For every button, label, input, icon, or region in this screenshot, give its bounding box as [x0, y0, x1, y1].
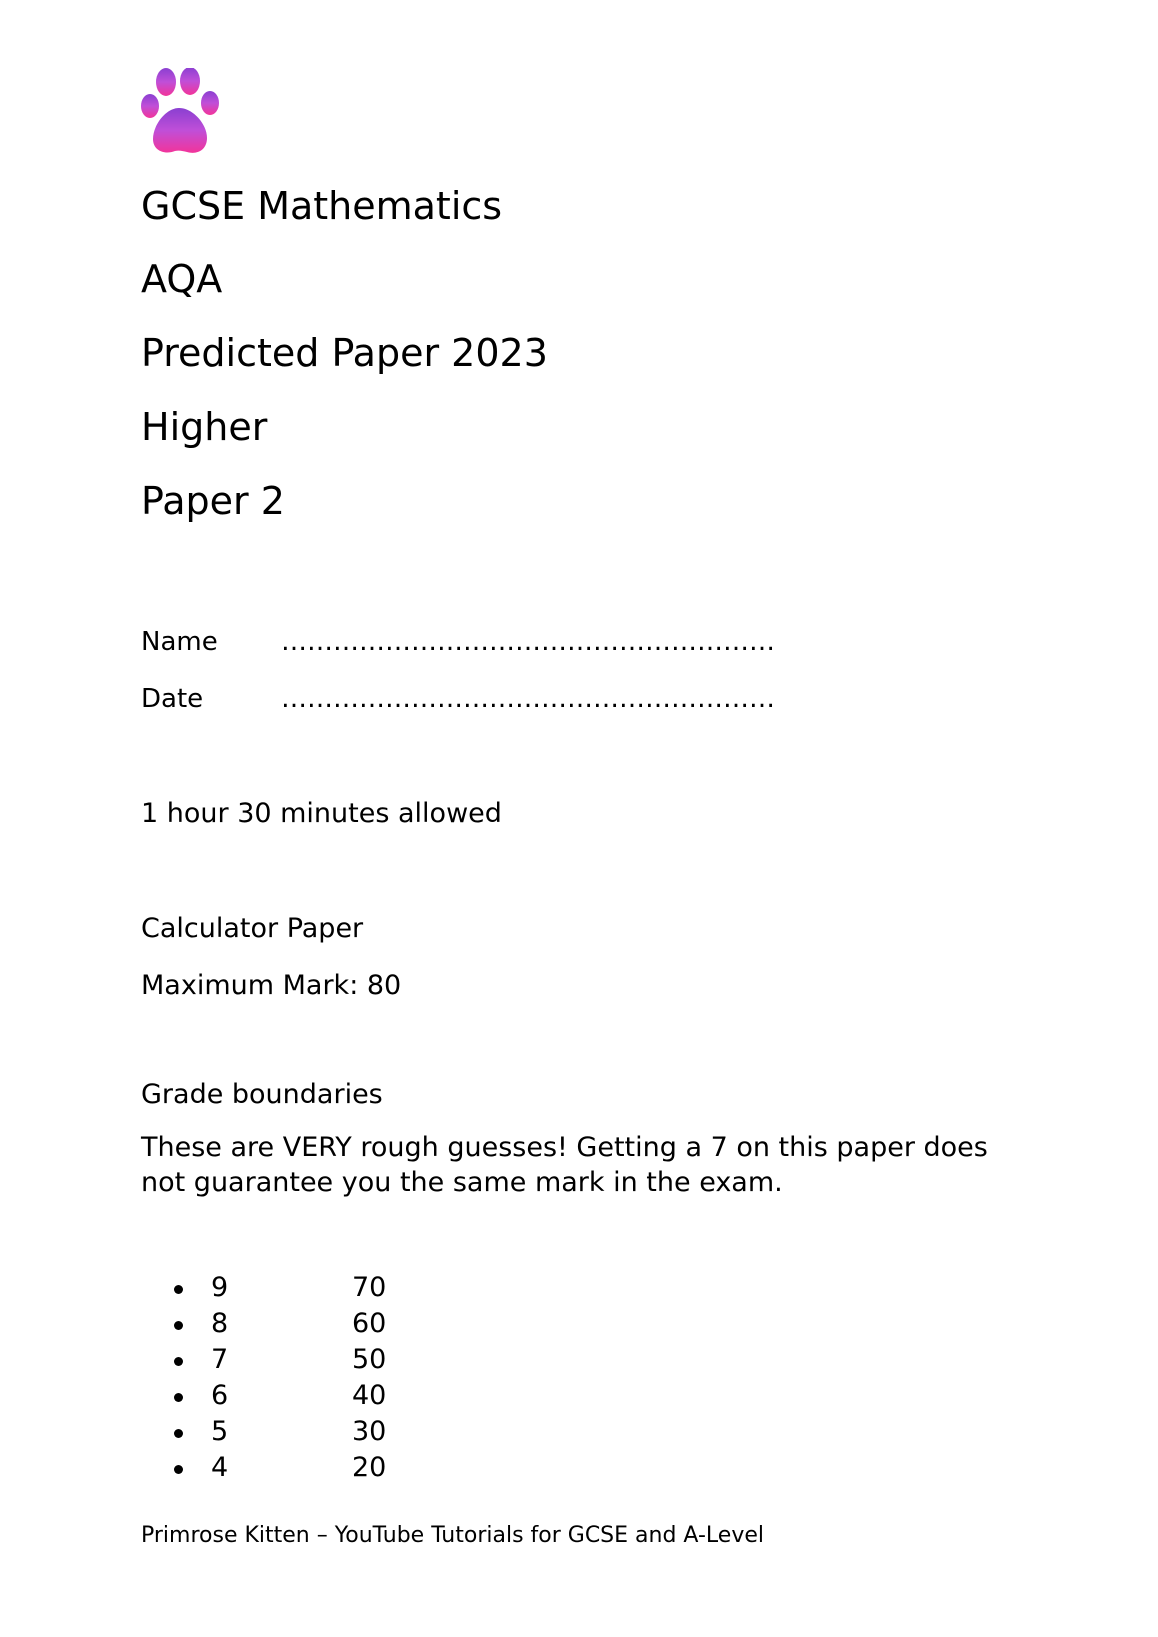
grade-mark: 30	[352, 1416, 387, 1447]
grade-row	[174, 1342, 434, 1378]
grade-value: 6	[211, 1380, 229, 1411]
paper-number: Paper 2	[141, 479, 285, 523]
grade-boundaries-heading: Grade boundaries	[141, 1079, 383, 1110]
date-dotted-line[interactable]: …………………………………………………	[281, 684, 775, 714]
name-label: Name	[141, 627, 218, 657]
grade-row	[174, 1450, 434, 1486]
bullet-icon	[174, 1321, 183, 1330]
page-title: GCSE Mathematics	[141, 184, 503, 228]
date-label: Date	[141, 684, 204, 714]
tier: Higher	[141, 405, 268, 449]
duration-text: 1 hour 30 minutes allowed	[141, 798, 502, 829]
grade-mark: 20	[352, 1452, 387, 1483]
grade-mark: 40	[352, 1380, 387, 1411]
grade-mark: 70	[352, 1272, 387, 1303]
grade-mark: 60	[352, 1308, 387, 1339]
grade-value: 4	[211, 1452, 229, 1483]
grade-mark: 50	[352, 1344, 387, 1375]
name-dotted-line[interactable]: …………………………………………………	[281, 627, 775, 657]
bullet-icon	[174, 1285, 183, 1294]
grade-row	[174, 1306, 434, 1342]
bullet-icon	[174, 1465, 183, 1474]
grade-row	[174, 1270, 434, 1306]
bullet-icon	[174, 1393, 183, 1402]
bullet-icon	[174, 1357, 183, 1366]
grade-row	[174, 1378, 434, 1414]
paw-print-icon	[141, 68, 223, 156]
paper-series: Predicted Paper 2023	[141, 331, 548, 375]
grade-boundaries-list	[174, 1270, 434, 1486]
maximum-mark-text: Maximum Mark: 80	[141, 970, 402, 1001]
grade-value: 9	[211, 1272, 229, 1303]
grade-value: 8	[211, 1308, 229, 1339]
bullet-icon	[174, 1429, 183, 1438]
exam-board: AQA	[141, 257, 223, 301]
grade-boundaries-note: These are VERY rough guesses! Getting a 7 on this paper does not guarantee you the same mark in the exam.	[141, 1132, 988, 1198]
grade-value: 5	[211, 1416, 229, 1447]
calculator-text: Calculator Paper	[141, 913, 364, 944]
grade-value: 7	[211, 1344, 229, 1375]
grade-row	[174, 1414, 434, 1450]
footer-credit: Primrose Kitten – YouTube Tutorials for GCSE and A-Level	[141, 1523, 764, 1548]
